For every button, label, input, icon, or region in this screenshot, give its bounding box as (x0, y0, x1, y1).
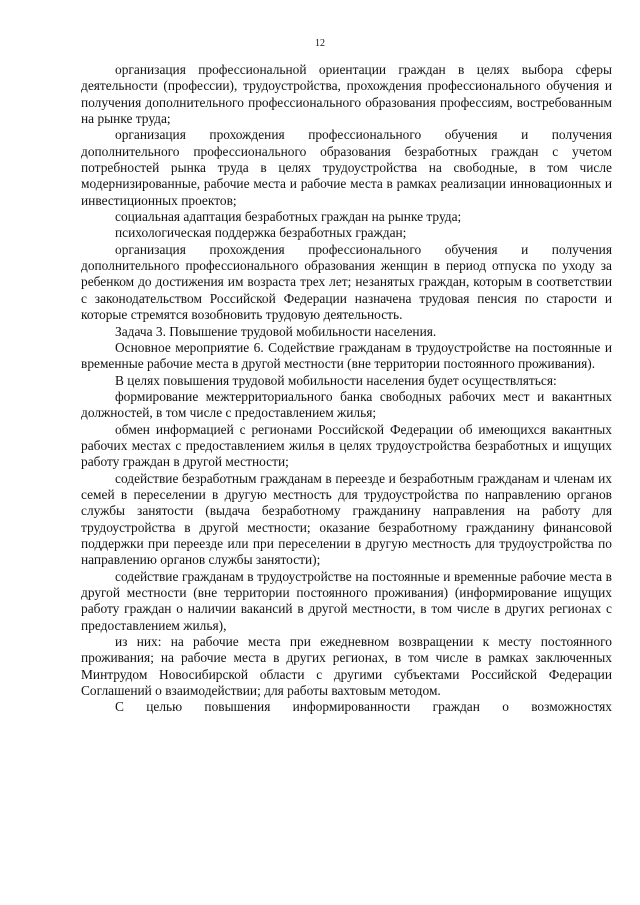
paragraph-social-adaptation: социальная адаптация безработных граждан на рынке труда; (115, 209, 462, 225)
paragraph-relocation-assistance: содействие безработным гражданам в переезде и безработным гражданам и членам их семей в переселении в другую местность для трудоустройства по направлению органов службы занятости (выдача безработному гражданину направления на работу для трудоустройства в другой местности; оказание безработному гражданину финансовой поддержки при переезде или при переселении в другую местность для трудоустройства по направлению органов службы занятости); (81, 470, 612, 568)
paragraph-main-activity-6: Основное мероприятие 6. Содействие гражданам в трудоустройстве на постоянные и временные рабочие места в другой местности (вне территории постоянного проживания). (81, 339, 612, 372)
paragraph-employment-elsewhere: содействие гражданам в трудоустройстве на постоянные и временные рабочие места в другой местности (вне территории постоянного проживания) (информирование ищущих работу граждан о наличии вакансий в другой местности, в том числе в других регионах с предоставлением жилья), (81, 568, 612, 633)
paragraph-psychological-support: психологическая поддержка безработных граждан; (115, 225, 407, 241)
paragraph-job-bank: формирование межтерриториального банка свободных рабочих мест и вакантных должностей, в том числе с предоставлением жилья; (81, 388, 612, 421)
paragraph-training-women: организация прохождения профессионального обучения и получения дополнительного профессионального образования женщин в период отпуска по уходу за ребенком до достижения им возраста трех лет; незанятых граждан, которым в соответствии с законодательством Российской Федерации назначена трудовая пенсия по старости и которые стремятся возобновить трудовую деятельность. (81, 241, 612, 323)
paragraph-task-3: Задача 3. Повышение трудовой мобильности населения. (115, 323, 437, 339)
paragraph-mobility-intro: В целях повышения трудовой мобильности населения будет осуществляться: (115, 372, 557, 388)
paragraph-career-guidance: организация профессиональной ориентации граждан в целях выбора сферы деятельности (профессии), трудоустройства, прохождения профессионального обучения и получения дополнительного профессионального образования профессиям, востребованным на рынке труда; (81, 62, 612, 127)
paragraph-awareness: С целью повышения информированности граждан о возможностях (115, 699, 612, 715)
paragraph-vocational-training: организация прохождения профессионального обучения и получения дополнительного профессионального образования безработных граждан с учетом потребностей рынка труда в целях трудоустройства на свободные, в том числе модернизированные, рабочие места и рабочие места в рамках реализации инновационных и инвестиционных проектов; (81, 127, 612, 208)
paragraph-info-exchange: обмен информацией с регионами Российской Федерации об имеющихся вакантных рабочих местах с предоставлением жилья в целях трудоустройства безработных и ищущих работу граждан в другой местности; (81, 421, 612, 470)
paragraph-of-them: из них: на рабочие места при ежедневном возвращении к месту постоянного проживания; на рабочие места в других регионах, в том числе в рамках заключенных Минтрудом Новосибирской области с другими субъектами Российской Федерации Соглашений о взаимодействии; для работы вахтовым методом. (81, 634, 612, 699)
document-body (81, 62, 612, 716)
page-number: 12 (315, 38, 325, 49)
